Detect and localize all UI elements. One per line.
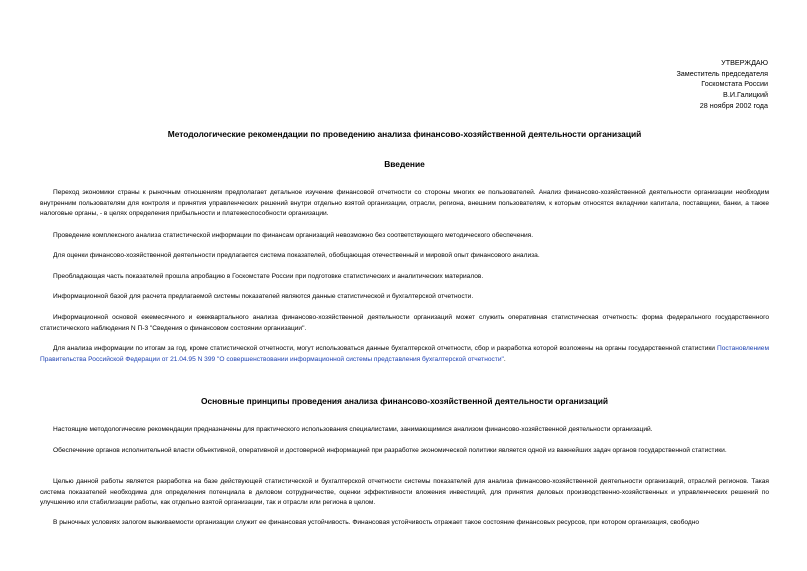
principles-paragraph-2: Обеспечение органов исполнительной власти объективной, оперативной и достоверной информацией при разработке экономической политики является одной из важнейших задач органов государственной статистики. (53, 447, 727, 454)
approver-position: Заместитель председателя (676, 68, 768, 78)
principles-paragraph-4: В рыночных условиях залогом выживаемости организации служит ее финансовая устойчивость. Финансовая устойчивость отражает такое состояние финансовых ресурсов, при котором организация, свободно (53, 519, 700, 526)
intro-paragraph-6: Информационной основой ежемесячного и ежеквартального анализа финансово-хозяйственной деятельности организаций может служить оперативная статистическая отчетность: форма федерального государственного статистического наблюдения N П-3 "Сведения о финансовом состоянии организации". (40, 314, 769, 332)
intro-paragraph-4: Преобладающая часть показателей прошла апробацию в Госкомстате России при подготовке статистических и аналитических материалов. (53, 273, 484, 280)
principles-heading: Основные принципы проведения анализа финансово-хозяйственной деятельности организаций (200, 396, 609, 406)
intro-heading: Введение (384, 159, 425, 169)
government-decree-link[interactable]: Постановлением Правительства Российской Федерации от 21.04.95 N 399 "О совершенствовании информационной системы представления бухгалтерской отчетности" (40, 345, 769, 363)
intro-paragraph-5: Информационной базой для расчета предлагаемой системы показателей являются данные статистической и бухгалтерской отчетности. (53, 293, 474, 300)
approval-block (676, 58, 768, 112)
principles-paragraph-3: Целью данной работы является разработка на базе действующей статистической и бухгалтерской отчетности системы показателей для анализа финансово-хозяйственной деятельности организаций, отраслей регионов. Такая система показателей необходима для определения потенциала в деловом сотрудничестве, оценки эффективности вложения инвестиций, для принятия деловых производственно-хозяйственных и управленческих решений по улучшению или стабилизации работы, как отдельно взятой организации, так и отрасли или региона в целом. (40, 478, 769, 507)
intro-paragraph-1: Переход экономики страны к рыночным отношениям предполагает детальное изучение финансовой отчетности со стороны многих ее пользователей. Анализ финансово-хозяйственной деятельности организации необходим внутренним пользователям для контроля и принятия управленческих решений внутри отдельно взятой организации, отрасли, региона, внешним пользователям, к которым относятся вкладчики капитала, поставщики, банки, а также налоговые органы, - в целях определения прибыльности и платежеспособности организации. (40, 189, 769, 218)
approver-name: В.И.Галицкий (723, 90, 768, 100)
principles-paragraph-1: Настоящие методологические рекомендации предназначены для практического использования специалистами, занимающимися анализом финансово-хозяйственной деятельности организаций. (53, 426, 653, 433)
approver-organization: Госкомстата России (701, 79, 768, 89)
paragraph-text: Для анализа информации по итогам за год, кроме статистической отчетности, могут использоваться данные бухгалтерской отчетности, сбор и разработка которой возложены на органы государственной статистики (53, 345, 717, 352)
approval-date: 28 ноября 2002 года (699, 100, 768, 110)
document-title: Методологические рекомендации по проведению анализа финансово-хозяйственной деятельности организаций (167, 129, 642, 139)
intro-paragraph-2: Проведение комплексного анализа статистической информации по финансам организаций невозможно без соответствующего методического обеспечения. (53, 232, 534, 239)
paragraph-end: . (503, 355, 506, 363)
approval-line: УТВЕРЖДАЮ (721, 58, 768, 67)
intro-paragraph-3: Для оценки финансово-хозяйственной деятельности предлагается система показателей, обобщающая отечественный и мировой опыт финансового анализа. (53, 252, 540, 259)
intro-paragraph-7 (40, 344, 769, 365)
